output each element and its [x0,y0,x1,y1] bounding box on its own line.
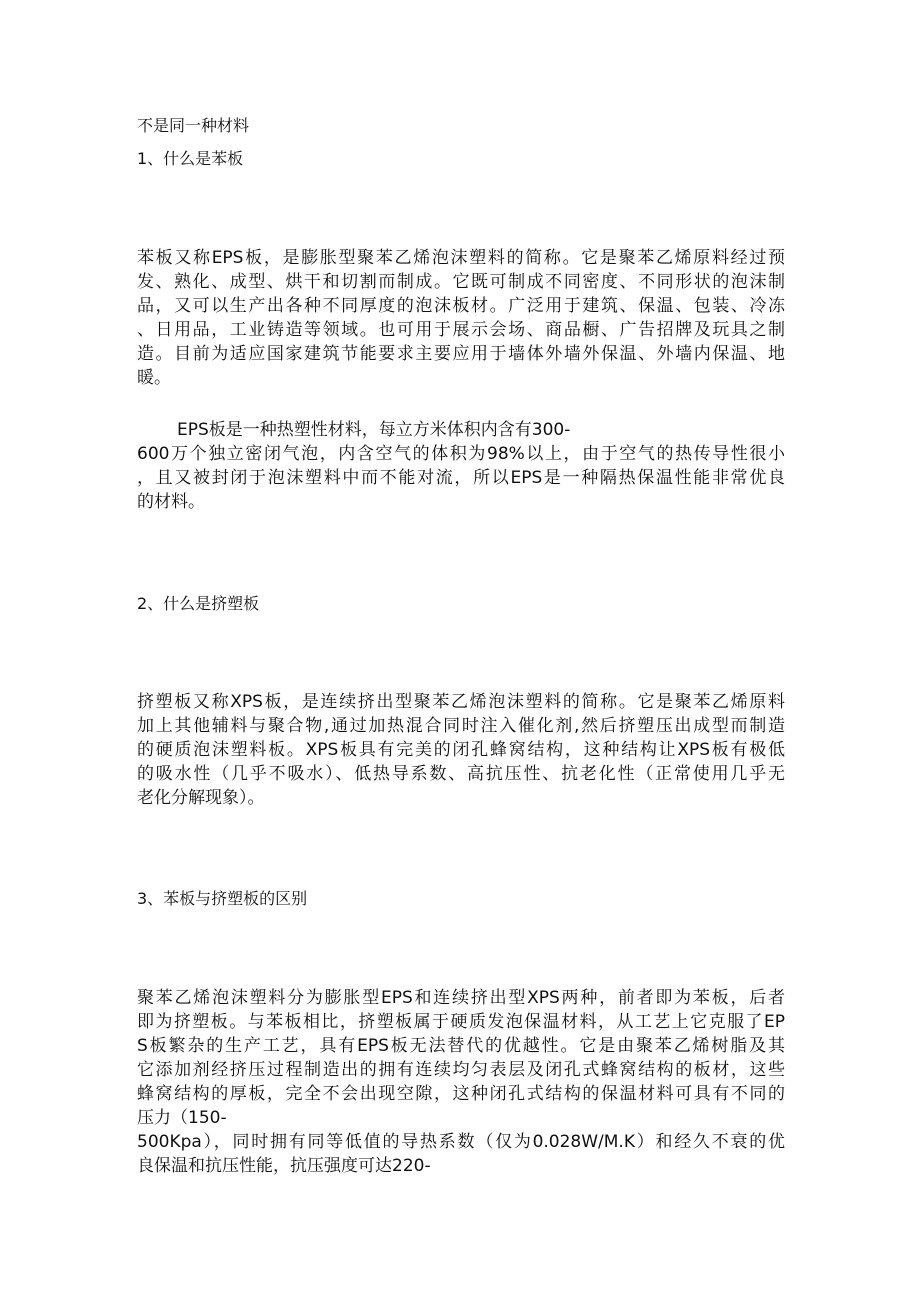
section-1-para-2-line-4: 的材料。 [137,492,205,512]
section-3-para-1-line-1: 聚苯乙烯泡沫塑料分为膨胀型EPS和连续挤出型XPS两种，前者即为苯板，后者 [137,988,785,1008]
section-2-heading: 2、什么是挤塑板 [137,594,260,613]
section-1-para-2-line-2: 600万个独立密闭气泡，内含空气的体积为98%以上，由于空气的热传导性很小 [137,444,785,464]
section-2-para-1-line-4: 的吸水性（几乎不吸水）、低热导系数、高抗压性、抗老化性（正常使用几乎无 [137,764,785,784]
section-1-para-1-line-4: 、日用品，工业铸造等领域。也可用于展示会场、商品橱、广告招牌及玩具之制 [137,320,785,340]
section-1-heading: 1、什么是苯板 [137,149,244,168]
section-3-para-1-line-4: 它添加剂经挤压过程制造出的拥有连续均匀表层及闭孔式蜂窝结构的板材，这些 [137,1060,785,1080]
intro-text: 不是同一种材料 [137,116,250,135]
section-2-para-1-line-5: 老化分解现象）。 [137,788,265,808]
section-1-para-1-line-6: 暖。 [137,368,171,388]
section-3-para-1-line-6: 压力（150- [137,1108,227,1128]
section-1-para-1-line-5: 造。目前为适应国家建筑节能要求主要应用于墙体外墙外保温、外墙内保温、地 [137,344,785,364]
section-3-para-1-line-7: 500Kpa），同时拥有同等低值的导热系数（仅为0.028W/M.K）和经久不衰的优 [137,1132,785,1152]
section-3-para-1-line-5: 蜂窝结构的厚板，完全不会出现空隙，这种闭孔式结构的保温材料可具有不同的 [137,1084,785,1104]
section-1-para-2-line-1: EPS板是一种热塑性材料，每立方米体积内含有300- [177,420,571,440]
section-1-para-1-line-1: 苯板又称EPS板，是膨胀型聚苯乙烯泡沫塑料的简称。它是聚苯乙烯原料经过预 [137,248,785,268]
section-1-para-2-line-3: ，且又被封闭于泡沫塑料中而不能对流，所以EPS是一种隔热保温性能非常优良 [137,468,785,488]
section-3-para-1-line-2: 即为挤塑板。与苯板相比，挤塑板属于硬质发泡保温材料，从工艺上它克服了EP [137,1012,785,1032]
section-1-para-1-line-3: 品，又可以生产出各种不同厚度的泡沫板材。广泛用于建筑、保温、包装、冷冻 [137,296,785,316]
section-3-heading: 3、苯板与挤塑板的区别 [137,889,308,908]
section-2-para-1-line-1: 挤塑板又称XPS板，是连续挤出型聚苯乙烯泡沫塑料的简称。它是聚苯乙烯原料 [137,692,785,712]
section-2-para-1-line-3: 的硬质泡沫塑料板。XPS板具有完美的闭孔蜂窝结构，这种结构让XPS板有极低 [137,740,785,760]
section-2-para-1-line-2: 加上其他辅料与聚合物,通过加热混合同时注入催化剂,然后挤塑压出成型而制造 [137,716,785,736]
section-3-para-1-line-3: S板繁杂的生产工艺，具有EPS板无法替代的优越性。它是由聚苯乙烯树脂及其 [137,1036,785,1056]
section-1-para-1-line-2: 发、熟化、成型、烘干和切割而制成。它既可制成不同密度、不同形状的泡沫制 [137,272,785,292]
section-3-para-1-line-8: 良保温和抗压性能，抗压强度可达220- [137,1156,431,1176]
